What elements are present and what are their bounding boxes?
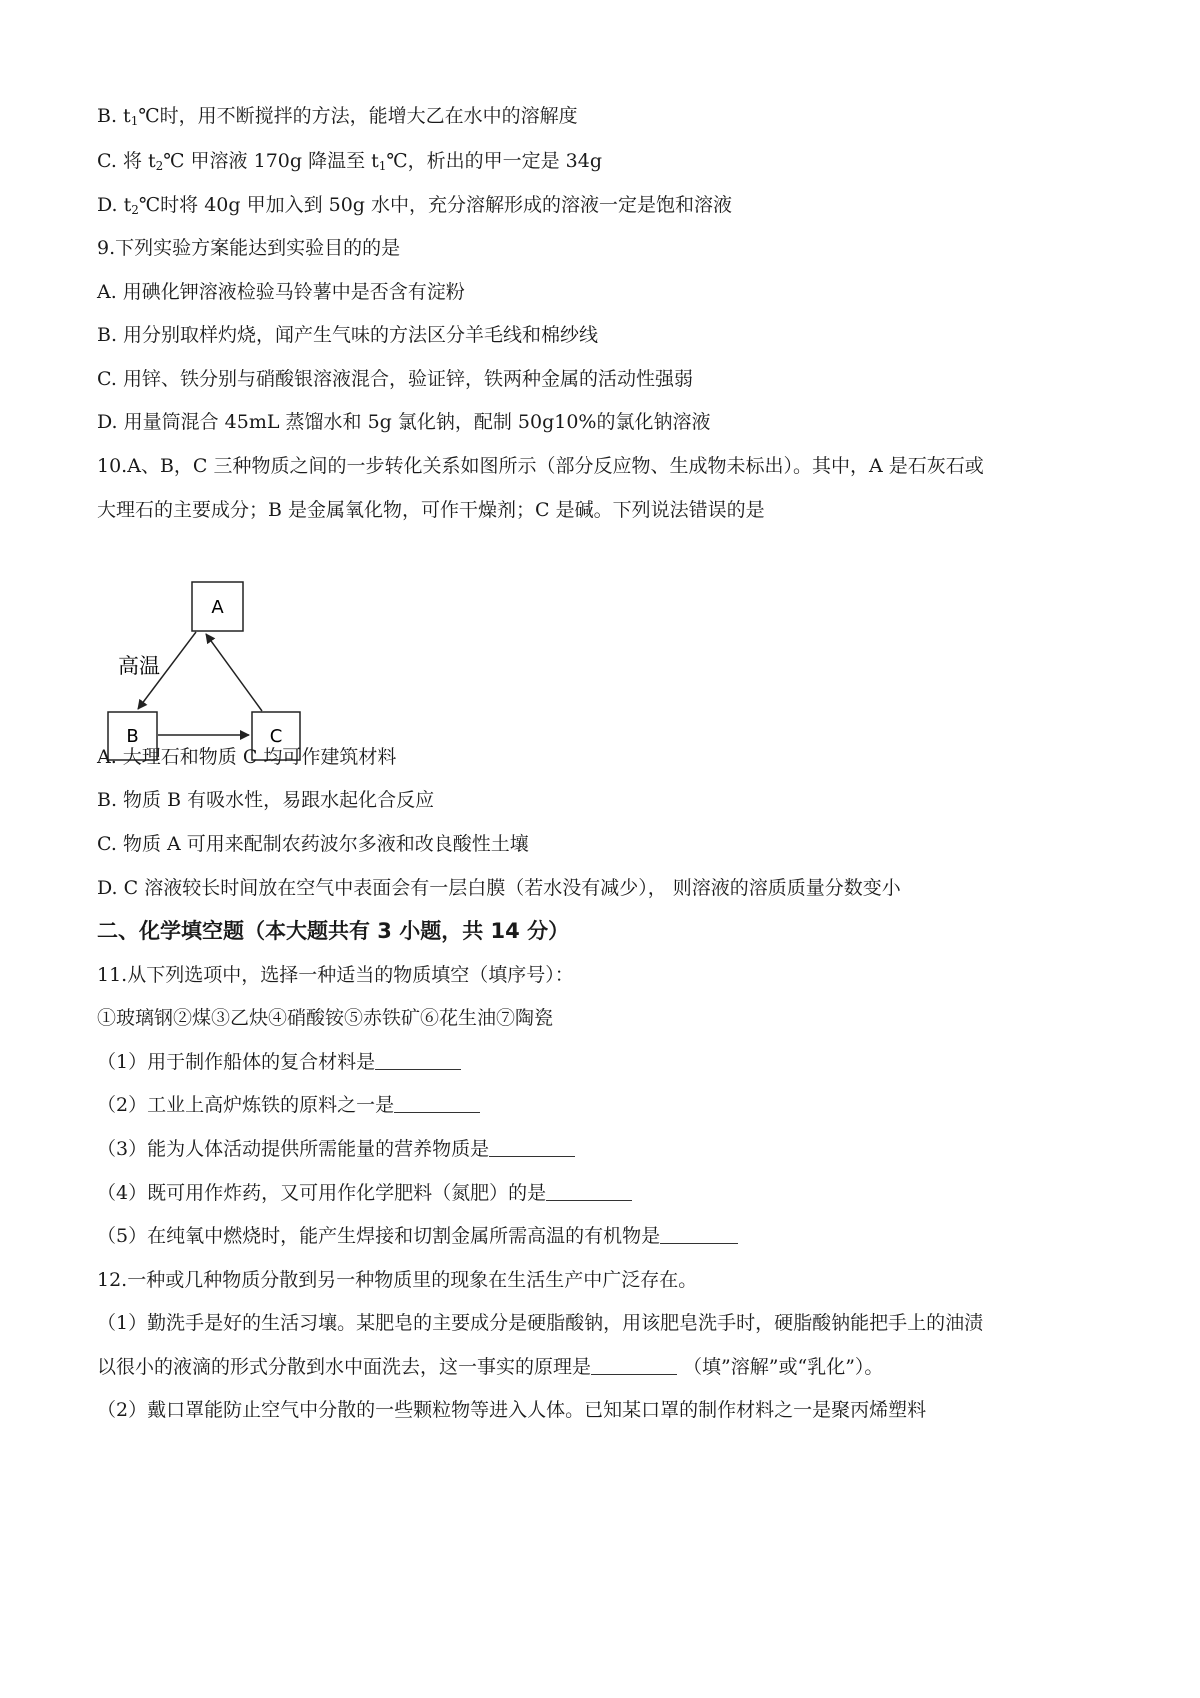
q10-option-c: C. 物质 A 可用来配制农药波尔多液和改良酸性土壤 [97, 833, 529, 855]
q12-part2-line1: （2）戴口罩能防止空气中分散的一些颗粒物等进入人体。已知某口罩的制作材料之一是聚丙烯塑料 [97, 1399, 927, 1421]
q8-option-c: C. 将 $t_2℃$ 甲溶液 170g 降温至 $t_1℃$，析出的甲一定是 34g [97, 150, 603, 173]
answer-blank[interactable] [660, 1225, 738, 1244]
q8-option-b: B. $t_1℃$时，用不断搅拌的方法，能增大乙在水中的溶解度 [97, 105, 578, 128]
q11-part3: （3）能为人体活动提供所需能量的营养物质是 [97, 1136, 575, 1162]
answer-blank[interactable] [591, 1356, 677, 1375]
q11-part4: （4）既可用作炸药，又可用作化学肥料（氮肥）的是 [97, 1180, 632, 1206]
q9-option-c: C. 用锌、铁分别与硝酸银溶液混合，验证锌，铁两种金属的活动性强弱 [97, 368, 693, 390]
answer-blank[interactable] [489, 1138, 575, 1157]
node-b-label: B [126, 726, 139, 747]
answer-blank[interactable] [394, 1094, 480, 1113]
answer-blank[interactable] [546, 1182, 632, 1201]
q12-part1-line1: （1）勤洗手是好的生活习壤。某肥皂的主要成分是硬脂酸钠，用该肥皂洗手时，硬脂酸钠能把手上的油渍 [97, 1312, 984, 1334]
q9-option-b: B. 用分别取样灼烧，闻产生气味的方法区分羊毛线和棉纱线 [97, 324, 599, 346]
q10-option-a: A. 大理石和物质 C 均可作建筑材料 [97, 746, 397, 768]
q10-stem-line1: 10.A、B，C 三种物质之间的一步转化关系如图所示（部分反应物、生成物未标出）。其中，A 是石灰石或 [97, 455, 984, 477]
q10-option-b: B. 物质 B 有吸水性，易跟水起化合反应 [97, 789, 435, 811]
q9-option-d: D. 用量筒混合 45mL 蒸馏水和 5g 氯化钠，配制 50g10%的氯化钠溶液 [97, 411, 711, 433]
q10-option-d: D. C 溶液较长时间放在空气中表面会有一层白膜（若水没有减少）， 则溶液的溶质质量分数变小 [97, 877, 901, 899]
q12-part1-line2: 以很小的液滴的形式分散到水中面洗去，这一事实的原理是 （填”溶解”或“乳化”）。 [97, 1356, 884, 1378]
arrow-c-to-a [206, 634, 262, 711]
q9-option-a: A. 用碘化钾溶液检验马铃薯中是否含有淀粉 [97, 281, 465, 303]
q9-stem: 9.下列实验方案能达到实验目的的是 [97, 237, 401, 259]
q11-stem: 11.从下列选项中，选择一种适当的物质填空（填序号）： [97, 964, 574, 986]
q11-part2: （2）工业上高炉炼铁的原料之一是 [97, 1092, 480, 1118]
q12-stem: 12.一种或几种物质分散到另一种物质里的现象在生活生产中广泛存在。 [97, 1269, 698, 1291]
section2-heading: 二、化学填空题（本大题共有 3 小题，共 14 分） [97, 919, 570, 943]
q11-part1: （1）用于制作船体的复合材料是 [97, 1049, 461, 1075]
node-c-label: C [269, 726, 283, 747]
q10-stem-line2: 大理石的主要成分；B 是金属氧化物，可作干燥剂；C 是碱。下列说法错误的是 [97, 499, 765, 521]
edge-label-high-temp: 高温 [118, 654, 160, 678]
q11-options: ①玻璃钢②煤③乙炔④硝酸铵⑤赤铁矿⑥花生油⑦陶瓷 [97, 1007, 554, 1029]
q8-option-d: D. $t_2℃$时将 40g 甲加入到 50g 水中，充分溶解形成的溶液一定是饱和溶液 [97, 194, 733, 217]
q11-part5: （5）在纯氧中燃烧时，能产生焊接和切割金属所需高温的有机物是 [97, 1223, 738, 1249]
answer-blank[interactable] [375, 1051, 461, 1070]
node-a-label: A [211, 597, 224, 618]
